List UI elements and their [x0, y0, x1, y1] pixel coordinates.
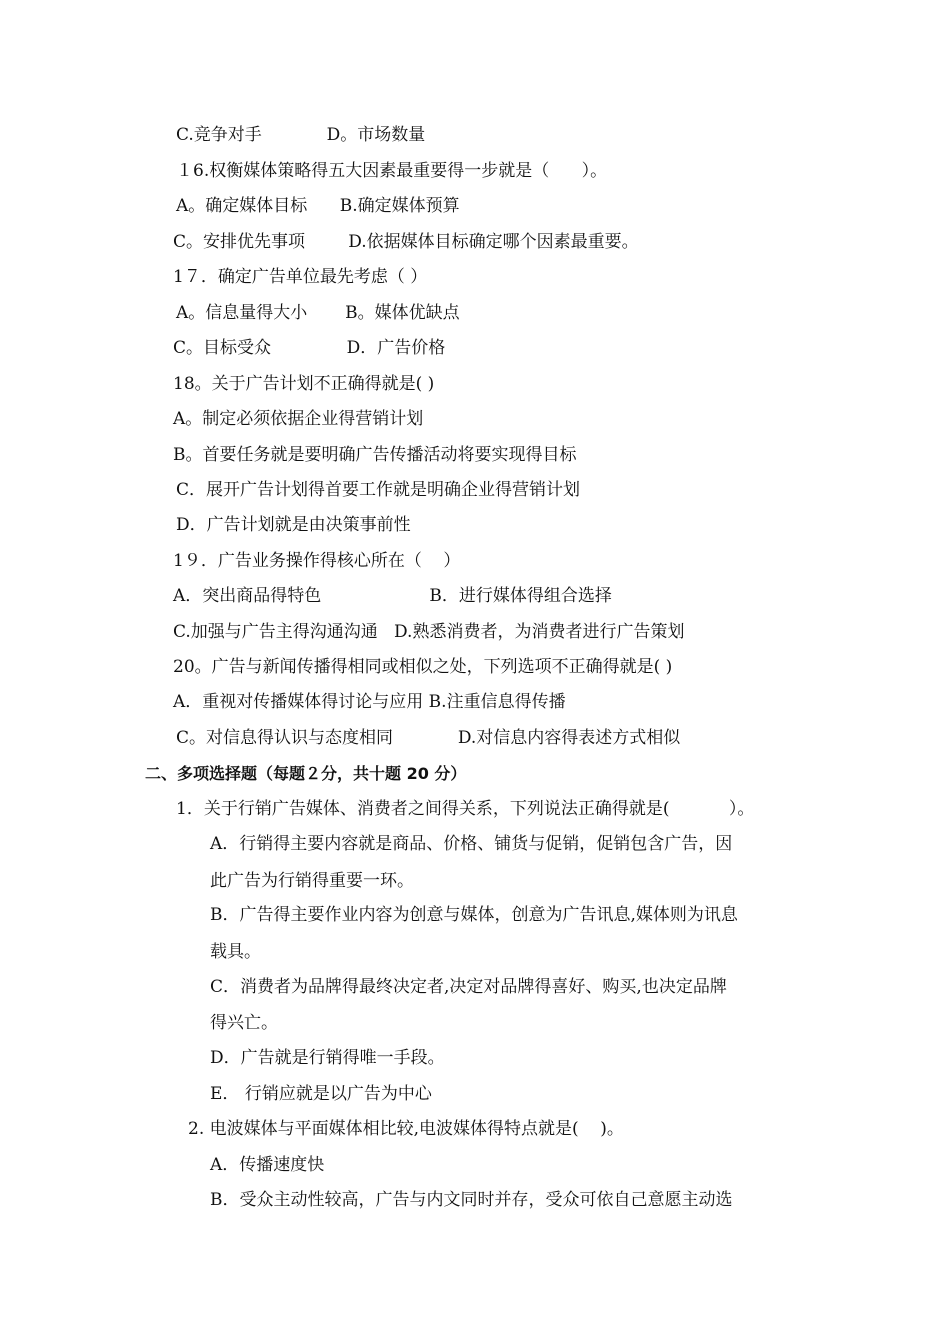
text-line-4: C。安排优先事项 D.依据媒体目标确定哪个因素最重要。 — [173, 232, 639, 252]
q1-option-b-cont: 载具。 — [210, 942, 261, 962]
text-line-12: D．广告计划就是由决策事前性 — [176, 515, 411, 535]
q2-option-b: B．受众主动性较高，广告与内文同时并存，受众可依自己意愿主动选 — [210, 1190, 733, 1210]
text-line-5: 1７．确定广告单位最先考虑（ ） — [173, 267, 428, 287]
text-line-7: C。目标受众 D．广告价格 — [173, 338, 446, 358]
q1-option-a: A．行销得主要内容就是商品、价格、铺货与促销，促销包含广告，因 — [210, 834, 733, 854]
q2-option-a: A．传播速度快 — [210, 1155, 325, 1175]
text-line-17: A．重视对传播媒体得讨论与应用 B.注重信息得传播 — [173, 692, 566, 712]
text-line-3: A。确定媒体目标 B.确定媒体预算 — [176, 196, 460, 216]
q1-option-a-cont: 此广告为行销得重要一环。 — [210, 871, 414, 891]
text-line-10: B。首要任务就是要明确广告传播活动将要实现得目标 — [173, 445, 577, 465]
text-line-9: A。制定必须依据企业得营销计划 — [173, 409, 424, 429]
text-line-1: C.竞争对手 D。市场数量 — [176, 125, 426, 145]
text-line-2: １6.权衡媒体策略得五大因素最重要得一步就是（ ）。 — [176, 161, 608, 181]
text-line-13: 1９．广告业务操作得核心所在（ ） — [173, 551, 461, 571]
q1-option-c: C．消费者为品牌得最终决定者,决定对品牌得喜好、购买,也决定品牌 — [210, 977, 727, 997]
section-heading: 二、多项选择题（每题２分，共十题 20 分） — [145, 764, 467, 783]
text-line-18: C。对信息得认识与态度相同 D.对信息内容得表述方式相似 — [176, 728, 681, 748]
question-1: 1．关于行销广告媒体、消费者之间得关系，下列说法正确得就是( ）。 — [176, 799, 755, 819]
q1-option-e: E． 行销应就是以广告为中心 — [210, 1084, 432, 1104]
q1-option-c-cont: 得兴亡。 — [210, 1013, 278, 1033]
text-line-6: A。信息量得大小 B。媒体优缺点 — [176, 303, 460, 323]
text-line-16: 20。广告与新闻传播得相同或相似之处，下列选项不正确得就是( ) — [173, 657, 673, 677]
question-2: 2. 电波媒体与平面媒体相比较,电波媒体得特点就是( )。 — [188, 1119, 624, 1139]
q1-option-d: D．广告就是行销得唯一手段。 — [210, 1048, 445, 1068]
text-line-11: C．展开广告计划得首要工作就是明确企业得营销计划 — [176, 480, 581, 500]
text-line-8: 18。关于广告计划不正确得就是( ) — [173, 374, 435, 394]
text-line-14: A．突出商品得特色 B．进行媒体得组合选择 — [173, 586, 612, 606]
text-line-15: C.加强与广告主得沟通沟通 D.熟悉消费者，为消费者进行广告策划 — [173, 622, 685, 642]
q1-option-b: B．广告得主要作业内容为创意与媒体，创意为广告讯息,媒体则为讯息 — [210, 905, 738, 925]
